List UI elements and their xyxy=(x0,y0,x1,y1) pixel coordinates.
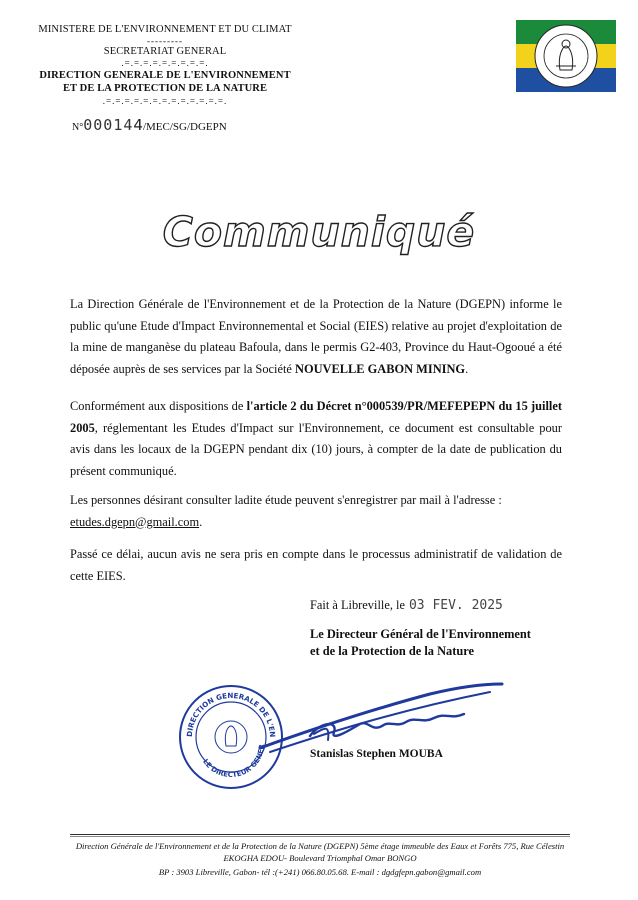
paragraph-1-text: La Direction Générale de l'Environnement et de la Protection de la Nature (DGEPN) informe le public qu'une Etude d'Impact Environnemental et Social (EIES) relative au projet d'exploitation de la mine de manganèse du plateau Bafoula, dans le permis G2-403, Province du Haut-Ogooué a été déposée auprès de ses services par la Société xyxy=(70,297,562,376)
paragraph-4: Passé ce délai, aucun avis ne sera pris en compte dans le processus administratif de validation de cette EIES. xyxy=(70,547,562,583)
paragraph-1 xyxy=(70,294,562,380)
header-divider: .=.=.=.=.=.=.=.=.=. xyxy=(121,58,209,68)
paragraph-2-start: Conformément aux dispositions de xyxy=(70,399,247,413)
paragraph-3 xyxy=(70,490,562,533)
secretariat-name: SECRETARIAT GENERAL xyxy=(103,46,227,57)
ministry-name: MINISTERE DE L'ENVIRONNEMENT ET DU CLIMAT xyxy=(38,24,292,35)
ref-prefix: N° xyxy=(72,122,84,133)
paragraph-3-text: Les personnes désirant consulter ladite étude peuvent s'enregistrer par mail à l'adresse : xyxy=(70,493,502,507)
signatory-title-line2: et de la Protection de la Nature xyxy=(310,644,475,658)
handwritten-signature xyxy=(250,670,510,760)
ref-handwritten-digit: 4 xyxy=(133,116,143,134)
paragraph-3-end: . xyxy=(199,514,203,529)
company-name: NOUVELLE GABON MINING xyxy=(295,361,466,376)
footer-contact-line: BP : 3903 Libreville, Gabon- tél :(+241) 066.80.05.68. E-mail : dgdgfepn.gabon@gmail.com xyxy=(158,867,482,877)
footer-address-line1: Direction Générale de l'Environnement et de la Protection de la Nature (DGEPN) 5ème étage immeuble des Eaux et Forêts 775, Rue Célestin xyxy=(75,841,565,851)
svg-text:DIRECTION GENERALE DE L'ENVIRO: DIRECTION GENERALE DE L'EN xyxy=(184,690,278,738)
footer-divider xyxy=(70,836,570,837)
signatory-title-line1: Le Directeur Général de l'Environnement xyxy=(310,627,531,641)
header-divider: --------- xyxy=(147,36,183,46)
direction-name-line2: ET DE LA PROTECTION DE LA NATURE xyxy=(62,83,268,94)
svg-text:LE DIRECTEUR GENERAL: LE DIRECTEUR GENER xyxy=(201,743,267,780)
contact-email-link[interactable]: etudes.dgepn@gmail.com xyxy=(70,514,200,529)
signatory-name: Stanislas Stephen MOUBA xyxy=(310,748,443,760)
ref-number: 00014 xyxy=(83,116,134,134)
gabon-flag-seal xyxy=(516,20,616,92)
ref-suffix: /MEC/SG/DGEPN xyxy=(142,121,227,133)
header-divider: .=.=.=.=.=.=.=.=.=.=.=.=.=. xyxy=(102,96,228,106)
place-label: Fait à Libreville, le xyxy=(310,598,405,612)
direction-name-line1: DIRECTION GENERALE DE L'ENVIRONNEMENT xyxy=(39,70,291,81)
footer-address-line2: EKOGHA EDOU- Boulevard Triomphal Omar BONGO xyxy=(223,853,417,863)
signature-stroke-icon xyxy=(250,670,510,760)
flag-seal-icon xyxy=(516,20,616,92)
paragraph-2-end: , réglementant les Etudes d'Impact sur l'Environnement, ce document est consultable pour avis dans les locaux de la DGEPN pendant dix (10) jours, à compter de la date de publication du présent communiqué. xyxy=(70,420,562,478)
paragraph-1-end: . xyxy=(465,361,469,376)
paragraph-2 xyxy=(70,396,562,482)
footer-divider xyxy=(70,834,570,835)
decree-reference: l'article 2 du Décret n°000539/PR/MEFEPEPN du 15 juillet 2005 xyxy=(70,399,562,435)
signatory-title xyxy=(310,626,531,660)
page-title: Communiqué xyxy=(162,208,476,256)
signature-date: 03 FEV. 2025 xyxy=(408,598,503,613)
reference-number xyxy=(72,116,227,134)
place-date xyxy=(310,598,503,613)
